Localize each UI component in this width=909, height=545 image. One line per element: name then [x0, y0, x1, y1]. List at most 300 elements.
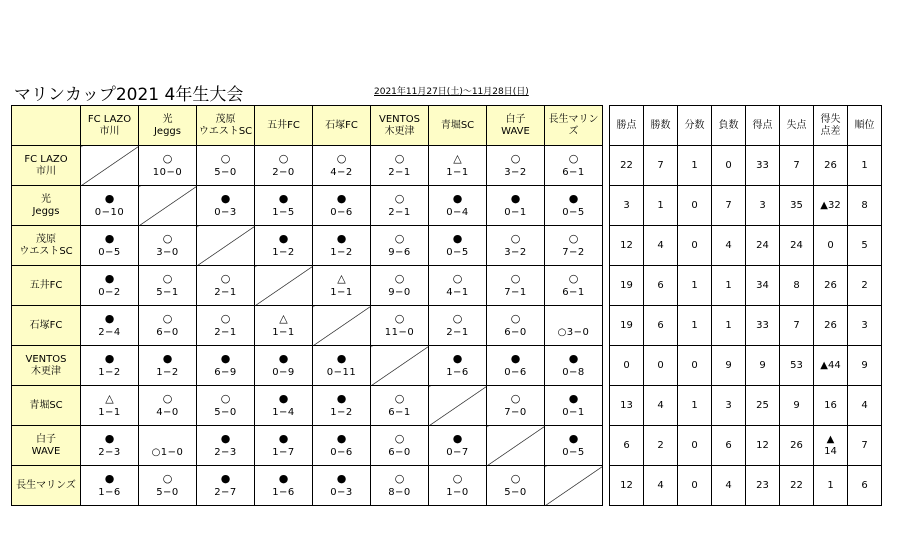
- result-mark: ○: [162, 271, 173, 285]
- match-score: 11−0: [384, 326, 415, 338]
- match-result: [139, 306, 197, 346]
- result-mark: ○: [162, 471, 173, 485]
- match-result: [545, 266, 603, 306]
- match-score: 1−7: [272, 446, 295, 458]
- table-row: [12, 266, 882, 306]
- match-score: 2−1: [214, 286, 237, 298]
- match-result: [371, 306, 429, 346]
- match-score: 2−3: [214, 446, 237, 458]
- match-score: 1−2: [330, 246, 353, 258]
- result-mark: ○: [394, 271, 405, 285]
- stat-value: 19: [610, 306, 644, 346]
- match-result: [487, 146, 545, 186]
- row-header-team: 石塚FC: [12, 306, 81, 346]
- match-result: [545, 186, 603, 226]
- match-result: [487, 346, 545, 386]
- stat-value: 0: [678, 426, 712, 466]
- result-mark: ●: [452, 191, 463, 205]
- match-score: 1−6: [446, 366, 469, 378]
- result-mark: ●: [336, 191, 347, 205]
- stat-value: 3: [610, 186, 644, 226]
- stat-value: 6: [848, 466, 882, 506]
- stat-value: 24: [780, 226, 814, 266]
- result-mark: ○: [510, 471, 521, 485]
- result-mark: ○: [510, 151, 521, 165]
- match-result: [371, 146, 429, 186]
- match-result: [487, 306, 545, 346]
- stat-value: 0: [678, 226, 712, 266]
- diagonal-cell: [487, 426, 545, 466]
- separator: [603, 386, 610, 426]
- diagonal-cell: [197, 226, 255, 266]
- match-score: 0−7: [446, 446, 469, 458]
- result-mark: ●: [220, 431, 231, 445]
- match-result: [487, 466, 545, 506]
- stat-value: 26: [814, 306, 848, 346]
- match-score: 7−1: [504, 286, 527, 298]
- match-score: 0−6: [330, 446, 353, 458]
- event-dates: 2021年11月27日(土)～11月28日(日): [374, 87, 529, 97]
- stat-value: 9: [848, 346, 882, 386]
- match-result: [371, 226, 429, 266]
- stat-value: 1: [678, 266, 712, 306]
- stat-value: 22: [610, 146, 644, 186]
- match-score: 0−3: [330, 486, 353, 498]
- stat-value: 0: [678, 346, 712, 386]
- match-result: [197, 386, 255, 426]
- result-mark: ○: [510, 311, 521, 325]
- match-result: [81, 186, 139, 226]
- stat-value: 13: [610, 386, 644, 426]
- stat-value: 6: [712, 426, 746, 466]
- match-result: [81, 466, 139, 506]
- stat-value: 0: [678, 186, 712, 226]
- result-mark: ●: [336, 471, 347, 485]
- match-result: [139, 466, 197, 506]
- match-result: [255, 386, 313, 426]
- match-result: [545, 226, 603, 266]
- stat-value: 4: [644, 226, 678, 266]
- diagonal-cell: [313, 306, 371, 346]
- match-score: 0−2: [98, 286, 121, 298]
- stat-value: 0: [644, 346, 678, 386]
- result-mark: ○: [452, 471, 463, 485]
- match-result: [545, 306, 603, 346]
- match-score: 1−2: [330, 406, 353, 418]
- match-result: [313, 426, 371, 466]
- match-score: 0−11: [326, 366, 357, 378]
- stat-value: 0: [678, 466, 712, 506]
- table-row: [12, 186, 882, 226]
- match-result: [81, 266, 139, 306]
- match-score: 2−1: [446, 326, 469, 338]
- col-header-team: FC LAZO 市川: [81, 106, 139, 146]
- result-mark: ●: [278, 431, 289, 445]
- result-mark: ●: [104, 231, 115, 245]
- result-mark: ●: [568, 431, 579, 445]
- match-score: 3−2: [504, 166, 527, 178]
- table-row: [12, 466, 882, 506]
- row-header-team: 白子 WAVE: [12, 426, 81, 466]
- match-score: 2−1: [214, 326, 237, 338]
- result-mark: ○: [394, 431, 405, 445]
- result-mark: ○: [568, 151, 579, 165]
- match-result: [81, 386, 139, 426]
- result-mark: ●: [336, 231, 347, 245]
- col-header-team: 石塚FC: [313, 106, 371, 146]
- diagonal-cell: [545, 466, 603, 506]
- result-mark: ●: [104, 351, 115, 365]
- match-score: 4−0: [156, 406, 179, 418]
- match-result: [487, 186, 545, 226]
- result-mark: ○: [510, 231, 521, 245]
- match-score: 0−3: [214, 206, 237, 218]
- stat-value: 0: [712, 146, 746, 186]
- match-score: 0−4: [446, 206, 469, 218]
- result-mark: ●: [568, 391, 579, 405]
- result-mark: ○: [394, 151, 405, 165]
- match-score: 1−0: [446, 486, 469, 498]
- match-score: 1−6: [98, 486, 121, 498]
- separator: [603, 226, 610, 266]
- match-score: 2−0: [272, 166, 295, 178]
- separator: [603, 146, 610, 186]
- stat-header: 勝数: [644, 106, 678, 146]
- match-result: [139, 266, 197, 306]
- stat-value: 1: [814, 466, 848, 506]
- col-header-team: VENTOS 木更津: [371, 106, 429, 146]
- result-mark: ●: [452, 231, 463, 245]
- match-result: [487, 386, 545, 426]
- stat-value: 22: [780, 466, 814, 506]
- col-header-team: 茂原 ウエストSC: [197, 106, 255, 146]
- stat-value: 4: [644, 386, 678, 426]
- result-mark: ●: [278, 471, 289, 485]
- match-score: 1−1: [446, 166, 469, 178]
- match-score: 0−5: [98, 246, 121, 258]
- match-score: 2−4: [98, 326, 121, 338]
- result-mark: ●: [104, 471, 115, 485]
- match-result: [197, 346, 255, 386]
- match-result: [371, 386, 429, 426]
- stat-header: 得失 点差: [814, 106, 848, 146]
- stat-value: 5: [848, 226, 882, 266]
- stat-value: ▲44: [814, 346, 848, 386]
- stat-value: 12: [610, 466, 644, 506]
- stat-header: 負数: [712, 106, 746, 146]
- stat-value: 7: [780, 146, 814, 186]
- result-mark: ●: [104, 191, 115, 205]
- stat-value: 3: [712, 386, 746, 426]
- result-mark: ○: [568, 231, 579, 245]
- result-mark: ●: [278, 351, 289, 365]
- stat-value: 19: [610, 266, 644, 306]
- match-score: 2−7: [214, 486, 237, 498]
- match-result: [371, 266, 429, 306]
- match-result: [139, 146, 197, 186]
- match-result: [429, 186, 487, 226]
- match-score: 1−4: [272, 406, 295, 418]
- stat-value: 6: [610, 426, 644, 466]
- result-mark: ○: [162, 231, 173, 245]
- match-result: [429, 226, 487, 266]
- match-result: [487, 266, 545, 306]
- stat-value: 2: [848, 266, 882, 306]
- row-header-team: FC LAZO 市川: [12, 146, 81, 186]
- match-result: [429, 426, 487, 466]
- stat-value: 7: [644, 146, 678, 186]
- match-result: [81, 346, 139, 386]
- result-mark: [545, 312, 602, 326]
- match-score: 3−2: [504, 246, 527, 258]
- match-result: [255, 146, 313, 186]
- stat-value: 35: [780, 186, 814, 226]
- match-score: 0−6: [330, 206, 353, 218]
- result-mark: △: [453, 151, 462, 165]
- stat-value: 26: [814, 146, 848, 186]
- match-score: 6−0: [156, 326, 179, 338]
- stat-value: 12: [746, 426, 780, 466]
- match-score: 5−0: [504, 486, 527, 498]
- result-mark: ○: [510, 391, 521, 405]
- match-result: [81, 306, 139, 346]
- diagonal-cell: [371, 346, 429, 386]
- stat-value: 33: [746, 306, 780, 346]
- match-result: [313, 466, 371, 506]
- match-result: [313, 386, 371, 426]
- result-mark: ●: [220, 351, 231, 365]
- match-score: 0−5: [446, 246, 469, 258]
- stat-value: 4: [712, 466, 746, 506]
- match-result: [313, 266, 371, 306]
- result-mark: ○: [162, 151, 173, 165]
- match-score: 1−1: [272, 326, 295, 338]
- match-result: [255, 226, 313, 266]
- result-mark: ○: [220, 311, 231, 325]
- match-score: 0−10: [94, 206, 125, 218]
- match-score: 0−1: [562, 406, 585, 418]
- stat-value: 4: [644, 466, 678, 506]
- match-result: [81, 226, 139, 266]
- stat-value: ▲ 14: [814, 426, 848, 466]
- match-score: ○1−0: [151, 446, 184, 458]
- stat-value: 9: [746, 346, 780, 386]
- diagonal-cell: [255, 266, 313, 306]
- stat-value: 24: [746, 226, 780, 266]
- match-result: [371, 426, 429, 466]
- match-score: 2−1: [388, 166, 411, 178]
- result-mark: ●: [336, 391, 347, 405]
- col-header-team: 五井FC: [255, 106, 313, 146]
- result-mark: ●: [220, 471, 231, 485]
- row-header-team: 長生マリンズ: [12, 466, 81, 506]
- separator: [603, 106, 610, 146]
- match-result: [545, 426, 603, 466]
- stat-value: 1: [678, 146, 712, 186]
- stat-value: 6: [644, 266, 678, 306]
- match-score: 7−2: [562, 246, 585, 258]
- result-mark: ○: [568, 271, 579, 285]
- match-score: ○3−0: [557, 326, 590, 338]
- match-score: 1−2: [156, 366, 179, 378]
- row-header-team: 光 Jeggs: [12, 186, 81, 226]
- stat-value: 3: [746, 186, 780, 226]
- result-mark: ●: [568, 191, 579, 205]
- match-score: 8−0: [388, 486, 411, 498]
- separator: [603, 266, 610, 306]
- result-mark: ○: [336, 151, 347, 165]
- match-score: 5−1: [156, 286, 179, 298]
- result-mark: ○: [452, 271, 463, 285]
- header-row: [12, 106, 882, 146]
- col-header-team: 青堀SC: [429, 106, 487, 146]
- match-result: [81, 426, 139, 466]
- table-row: [12, 146, 882, 186]
- result-mark: ●: [336, 431, 347, 445]
- row-header-team: 五井FC: [12, 266, 81, 306]
- match-score: 9−0: [388, 286, 411, 298]
- stat-value: 53: [780, 346, 814, 386]
- match-result: [545, 386, 603, 426]
- stat-value: 9: [712, 346, 746, 386]
- result-mark: ○: [394, 391, 405, 405]
- match-score: 4−2: [330, 166, 353, 178]
- match-score: 5−0: [214, 406, 237, 418]
- match-result: [255, 306, 313, 346]
- match-score: 6−9: [214, 366, 237, 378]
- match-result: [255, 186, 313, 226]
- match-score: 6−0: [388, 446, 411, 458]
- match-score: 6−1: [388, 406, 411, 418]
- match-score: 9−6: [388, 246, 411, 258]
- row-header-team: 青堀SC: [12, 386, 81, 426]
- result-mark: ●: [510, 191, 521, 205]
- row-header-team: VENTOS 木更津: [12, 346, 81, 386]
- result-mark: ●: [104, 271, 115, 285]
- standings-table: [11, 105, 882, 506]
- stat-value: 2: [644, 426, 678, 466]
- match-score: 1−1: [330, 286, 353, 298]
- match-result: [197, 306, 255, 346]
- result-mark: ●: [568, 351, 579, 365]
- result-mark: ●: [278, 231, 289, 245]
- diagonal-cell: [429, 386, 487, 426]
- match-result: [197, 146, 255, 186]
- match-score: 7−0: [504, 406, 527, 418]
- separator: [603, 426, 610, 466]
- match-score: 2−3: [98, 446, 121, 458]
- match-score: 1−5: [272, 206, 295, 218]
- stat-value: 1: [848, 146, 882, 186]
- match-result: [371, 466, 429, 506]
- match-result: [139, 386, 197, 426]
- stat-value: 3: [848, 306, 882, 346]
- match-result: [429, 146, 487, 186]
- stat-header: 順位: [848, 106, 882, 146]
- result-mark: ●: [162, 351, 173, 365]
- match-score: 0−5: [562, 206, 585, 218]
- separator: [603, 306, 610, 346]
- stat-value: 6: [644, 306, 678, 346]
- match-score: 6−1: [562, 286, 585, 298]
- stat-value: 0: [610, 346, 644, 386]
- match-result: [429, 346, 487, 386]
- stat-value: 1: [678, 386, 712, 426]
- stat-value: 23: [746, 466, 780, 506]
- match-score: 5−0: [156, 486, 179, 498]
- match-result: [139, 426, 197, 466]
- stat-value: 34: [746, 266, 780, 306]
- match-score: 1−2: [98, 366, 121, 378]
- separator: [603, 186, 610, 226]
- diagonal-cell: [81, 146, 139, 186]
- result-mark: ●: [278, 391, 289, 405]
- stat-value: 8: [780, 266, 814, 306]
- stat-value: 12: [610, 226, 644, 266]
- match-result: [313, 226, 371, 266]
- result-mark: ○: [220, 151, 231, 165]
- stat-header: 得点: [746, 106, 780, 146]
- stat-value: 4: [712, 226, 746, 266]
- match-result: [139, 226, 197, 266]
- result-mark: [139, 432, 196, 446]
- stat-value: 7: [780, 306, 814, 346]
- match-result: [371, 186, 429, 226]
- result-mark: ○: [510, 271, 521, 285]
- result-mark: ○: [394, 311, 405, 325]
- table-row: [12, 386, 882, 426]
- stat-value: 33: [746, 146, 780, 186]
- result-mark: ○: [220, 271, 231, 285]
- match-score: 1−1: [98, 406, 121, 418]
- result-mark: ○: [220, 391, 231, 405]
- stat-value: 4: [848, 386, 882, 426]
- match-result: [429, 466, 487, 506]
- corner-cell: [12, 106, 81, 146]
- match-result: [545, 346, 603, 386]
- stat-value: 1: [712, 306, 746, 346]
- match-score: 0−8: [562, 366, 585, 378]
- result-mark: ●: [278, 191, 289, 205]
- match-result: [313, 186, 371, 226]
- match-score: 0−1: [504, 206, 527, 218]
- match-result: [255, 466, 313, 506]
- result-mark: ●: [452, 431, 463, 445]
- page-title: マリンカップ2021 4年生大会: [14, 85, 244, 105]
- result-mark: ○: [278, 151, 289, 165]
- stat-value: 26: [780, 426, 814, 466]
- result-mark: ○: [452, 311, 463, 325]
- result-mark: ●: [452, 351, 463, 365]
- stat-header: 勝点: [610, 106, 644, 146]
- result-mark: ○: [394, 471, 405, 485]
- stat-value: 7: [848, 426, 882, 466]
- match-result: [197, 466, 255, 506]
- stat-header: 失点: [780, 106, 814, 146]
- match-result: [139, 346, 197, 386]
- match-result: [313, 146, 371, 186]
- result-mark: ●: [336, 351, 347, 365]
- match-result: [197, 266, 255, 306]
- result-mark: ○: [394, 191, 405, 205]
- match-score: 5−0: [214, 166, 237, 178]
- match-result: [545, 146, 603, 186]
- match-score: 1−6: [272, 486, 295, 498]
- stat-value: 7: [712, 186, 746, 226]
- col-header-team: 長生マリンズ: [545, 106, 603, 146]
- match-result: [487, 226, 545, 266]
- match-result: [429, 266, 487, 306]
